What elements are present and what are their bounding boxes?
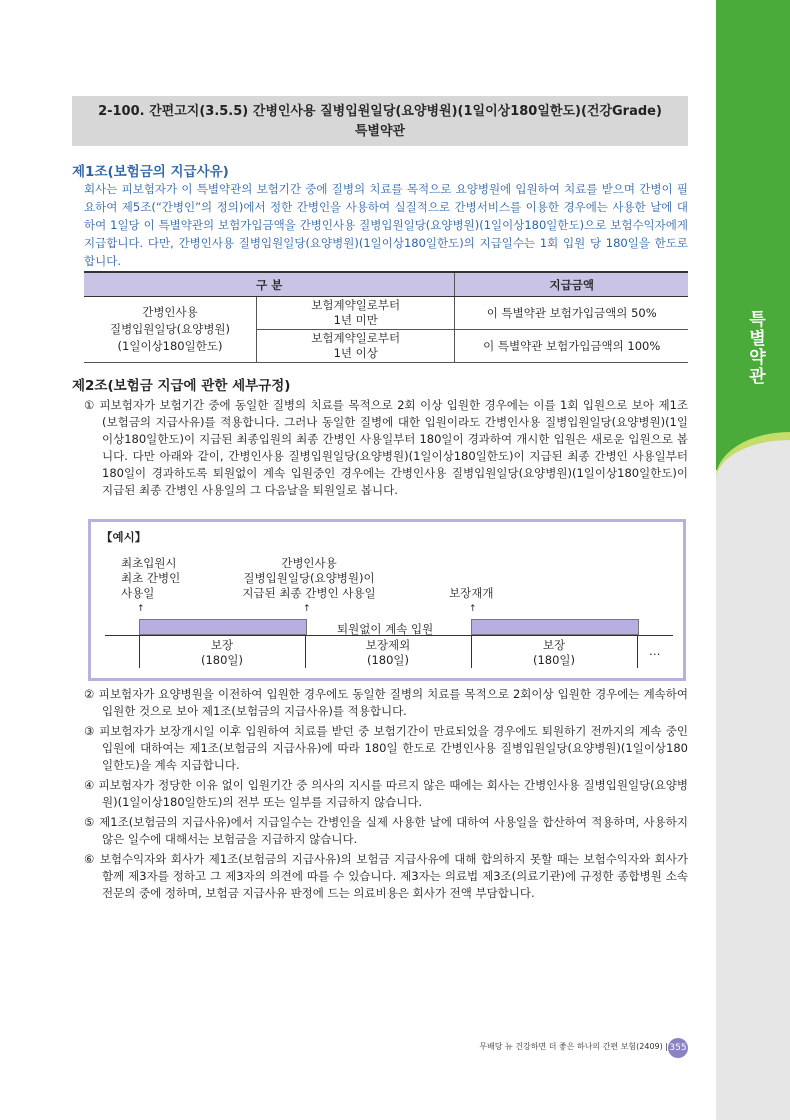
article2-item-5: ⑤ 제1조(보험금의 지급사유)에서 지급일수는 간병인을 실제 사용한 날에 대하여 사용일을 합산하여 적용하며, 사용하지 않은 일수에 대해서는 보험금을 지급하지 않습니다. bbox=[84, 815, 688, 846]
side-tab-label: 특별약관 bbox=[745, 310, 765, 386]
timeline-axis bbox=[105, 635, 673, 636]
table-row-label: 간병인사용 질병입원일당(요양병원) (1일이상180일한도) bbox=[84, 297, 257, 363]
table-cond-1: 보험계약일로부터 1년 미만 bbox=[257, 297, 455, 330]
example-box bbox=[88, 519, 686, 681]
article1-body: 회사는 피보험자가 이 특별약관의 보험기간 중에 질병의 치료를 목적으로 요양병원에 입원하여 치료를 받으며 간병이 필요하여 제5조(“간병인”의 정의)에서 정한 간병인을 사용하여 실질적으로 간병서비스를 이용한 경우에는 사용한 날에 대하여 1일당 이 특별약관의 보험가입금액을 간병인사용 질병입원일당(요양병원)(1일이상180일한도)으로 보험수익자에게 지급합니다. 다만, 간병인사용 질병입원일당(요양병원)(1일이상180일한도)의 지급일수는 1회 입원 당 180일을 한도로 합니다. bbox=[84, 182, 688, 268]
example-middle-note: 퇴원없이 계속 입원 bbox=[337, 622, 434, 636]
table-header-category: 구 분 bbox=[84, 272, 455, 297]
example-label-first-use: 최초입원시 최초 간병인 사용일 bbox=[121, 556, 181, 600]
title-line-2: 특별약관 bbox=[354, 124, 406, 139]
document-title bbox=[72, 96, 688, 146]
example-label-last-use: 간병인사용 질병입원일당(요양병원)이 지급된 최종 간병인 사용일 bbox=[242, 556, 376, 600]
arrow-up-icon: ↑ bbox=[469, 604, 477, 614]
article2-heading: 제2조(보험금 지급에 관한 세부규정) bbox=[72, 378, 291, 394]
segment-2-label: 보장제외 (180일) bbox=[365, 638, 411, 667]
article2-item-3: ③ 피보험자가 보장개시일 이후 입원하여 치료를 받던 중 보험기간이 만료되었을 경우에도 퇴원하기 전까지의 계속 중인 입원에 대하여는 제1조(보험금의 지급사유)에 따라 180일 한도로 간병인사용 질병입원일당(요양병원)(1일이상180일한도)을 계속 지급합니다. bbox=[84, 724, 688, 772]
page-number: 355 bbox=[668, 1038, 688, 1058]
table-amount-2: 이 특별약관 보험가입금액의 100% bbox=[455, 330, 688, 363]
article2-item-1: ① 피보험자가 보험기간 중에 동일한 질병의 치료를 목적으로 2회 이상 입원한 경우에는 이를 1회 입원으로 보아 제1조(보험금의 지급사유)를 적용합니다. 그러나 동일한 질병에 대한 입원이라도 간병인사용 질병입원일당(요양병원)(1일이상180일한도)이 지급된 최종입원의 최종 간병인 사용일부터 180일이 경과하여 개시한 입원은 새로운 입원으로 봅니다. 다만 아래와 같이, 간병인사용 질병입원일당(요양병원)(1일이상180일한도)이 지급된 최종 간병인 사용일부터 180일이 경과하도록 퇴원없이 계속 입원중인 경우에는 간병인사용 질병입원일당(요양병원)(1일이상180일한도)이 지급된 최종 간병인 사용일의 그 다음날을 퇴원일로 봅니다. bbox=[84, 398, 688, 497]
table-header-amount: 지급금액 bbox=[455, 272, 688, 297]
arrow-up-icon: ↑ bbox=[137, 604, 145, 614]
example-ellipsis: … bbox=[649, 644, 661, 658]
segment-3-label: 보장 (180일) bbox=[532, 638, 576, 667]
segment-1-label: 보장 (180일) bbox=[200, 638, 244, 667]
article2-item-4: ④ 피보험자가 정당한 이유 없이 입원기간 중 의사의 지시를 따르지 않은 때에는 회사는 간병인사용 질병입원일당(요양병원)(1일이상180일한도)의 전부 또는 일부를 지급하지 않습니다. bbox=[84, 778, 688, 809]
footer-text: 무배당 뉴 건강하면 더 좋은 하나의 간편 보험(2409) | bbox=[479, 1042, 668, 1051]
article2-item-6: ⑥ 보험수익자와 회사가 제1조(보험금의 지급사유)의 보험금 지급사유에 대해 합의하지 못할 때는 보험수익자와 회사가 함께 제3자를 정하고 그 제3자의 의견에 따를 수 있습니다. 제3자는 의료법 제3조(의료기관)에 규정한 종합병원 소속 전문의 중에 정하며, 보험금 지급사유 판정에 드는 의료비용은 회사가 전액 부담합니다. bbox=[84, 852, 688, 900]
coverage-bar-2 bbox=[471, 619, 639, 635]
arrow-up-icon: ↑ bbox=[303, 604, 311, 614]
example-title: 【예시】 bbox=[101, 530, 147, 544]
example-label-resume: 보장재개 bbox=[449, 586, 494, 600]
article1-heading: 제1조(보험금의 지급사유) bbox=[72, 164, 229, 180]
coverage-bar-1 bbox=[139, 619, 307, 635]
table-amount-1: 이 특별약관 보험가입금액의 50% bbox=[455, 297, 688, 330]
title-line-1: 2-100. 간편고지(3.5.5) 간병인사용 질병입원일당(요양병원)(1일이상180일한도)(건강Grade) bbox=[98, 104, 662, 119]
timeline-tick bbox=[637, 635, 638, 668]
side-tab-green bbox=[716, 0, 790, 470]
article2-item-2: ② 피보험자가 요양병원을 이전하여 입원한 경우에도 동일한 질병의 치료를 목적으로 2회이상 입원한 경우에는 계속하여 입원한 것으로 보아 제1조(보험금의 지급사유)를 적용합니다. bbox=[84, 687, 688, 718]
table-cond-2: 보험계약일로부터 1년 이상 bbox=[257, 330, 455, 363]
payment-table bbox=[84, 271, 688, 363]
